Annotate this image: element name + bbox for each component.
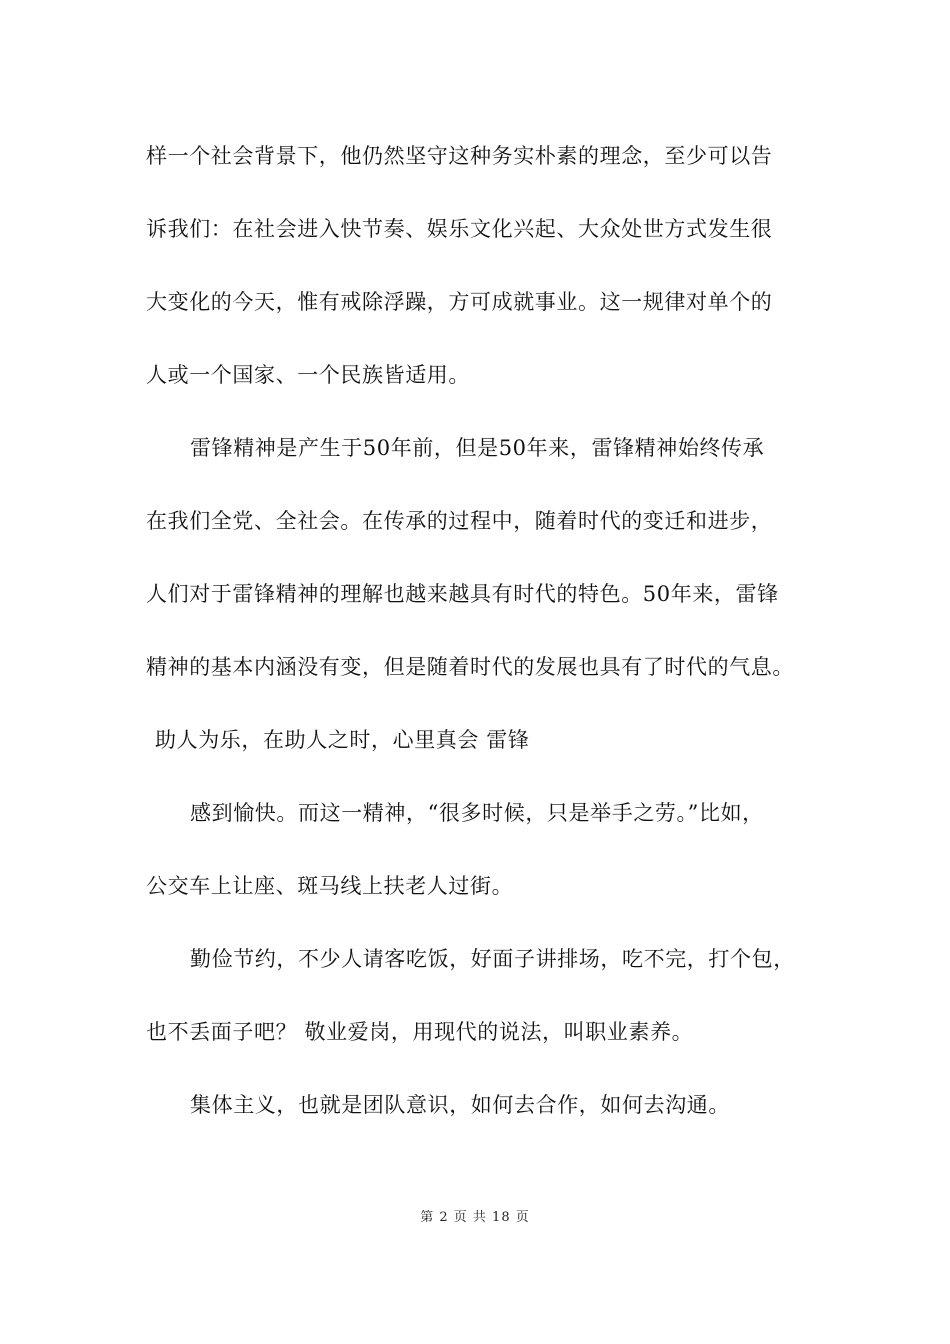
text-line: 人或一个国家、一个民族皆适用。 xyxy=(146,363,470,387)
text-line: 人们对于雷锋精神的理解也越来越具有时代的特色。50年来，雷锋 xyxy=(146,582,779,606)
text-line: 助人为乐，在助人之时，心里真会 雷锋 xyxy=(155,728,530,752)
paragraph-first-line: 勤俭节约，不少人请客吃饭，好面子讲排场，吃不完，打个包， xyxy=(190,947,795,971)
paragraph-first-line: 感到愉快。而这一精神，“很多时候，只是举手之劳。”比如， xyxy=(190,801,764,825)
text-line: 精神的基本内涵没有变，但是随着时代的发展也具有了时代的气息。 xyxy=(146,655,794,679)
text-line: 样一个社会背景下，他仍然坚守这种务实朴素的理念，至少可以告 xyxy=(146,144,773,168)
paragraph-first-line: 集体主义，也就是团队意识，如何去合作，如何去沟通。 xyxy=(190,1093,730,1117)
paragraph-first-line: 雷锋精神是产生于50年前，但是50年来，雷锋精神始终传承 xyxy=(190,436,765,460)
text-line: 诉我们：在社会进入快节奏、娱乐文化兴起、大众处世方式发生很 xyxy=(146,217,773,241)
page-number-footer: 第 2 页 共 18 页 xyxy=(420,1210,530,1225)
text-line: 也不丢面子吧？ 敬业爱岗，用现代的说法，叫职业素养。 xyxy=(146,1020,694,1044)
text-line: 公交车上让座、斑马线上扶老人过街。 xyxy=(146,874,514,898)
text-line: 大变化的今天，惟有戒除浮躁，方可成就事业。这一规律对单个的 xyxy=(146,290,773,314)
text-line: 在我们全党、全社会。在传承的过程中，随着时代的变迁和进步， xyxy=(146,509,773,533)
